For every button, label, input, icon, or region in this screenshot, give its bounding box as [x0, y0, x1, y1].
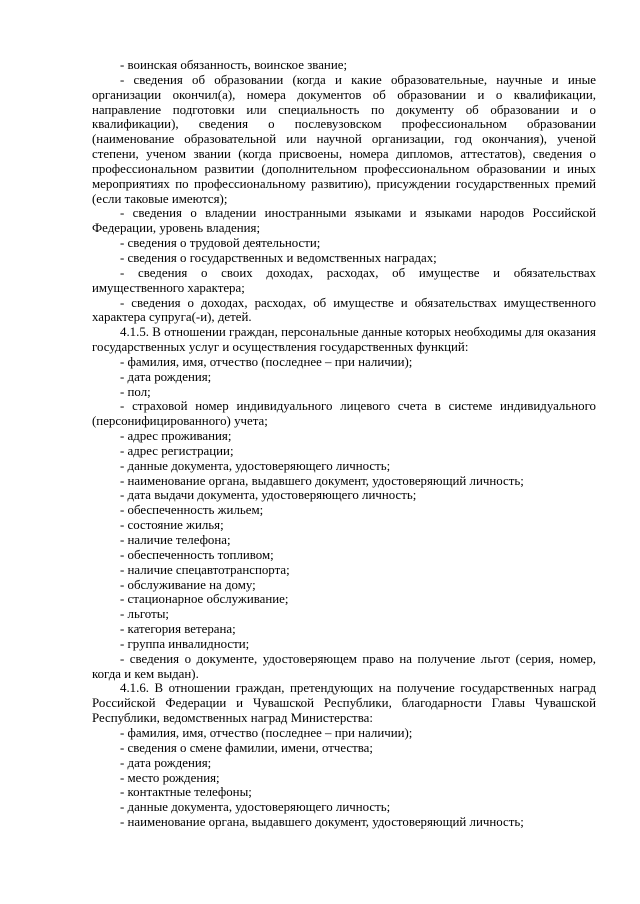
document-paragraph: - сведения о документе, удостоверяющем право на получение льгот (серия, номер, когда и кем выдан). — [92, 651, 596, 681]
document-paragraph: - воинская обязанность, воинское звание; — [120, 58, 348, 72]
document-paragraph: - данные документа, удостоверяющего личность; — [120, 458, 391, 473]
document-paragraph: - адрес регистрации; — [120, 443, 234, 458]
document-paragraph: - сведения о смене фамилии, имени, отчества; — [120, 740, 373, 755]
document-paragraph: 4.1.5. В отношении граждан, персональные данные которых необходимы для оказания государственных услуг и осуществления государственных функций: — [92, 325, 596, 355]
document-paragraph: - адрес проживания; — [120, 429, 232, 444]
document-paragraph: - сведения о своих доходах, расходах, об имуществе и обязательствах имущественного характера; — [92, 265, 596, 295]
document-paragraph: - категория ветерана; — [120, 622, 236, 637]
document-paragraph: - сведения о трудовой деятельности; — [120, 236, 321, 251]
document-body — [92, 58, 596, 830]
document-paragraph: - состояние жилья; — [120, 518, 224, 533]
document-paragraph: - дата рождения; — [120, 369, 212, 384]
document-paragraph: - данные документа, удостоверяющего личность; — [120, 800, 391, 815]
document-paragraph: - наличие спецавтотранспорта; — [120, 562, 290, 577]
document-paragraph: - обслуживание на дому; — [120, 577, 256, 592]
document-paragraph: - стационарное обслуживание; — [120, 592, 289, 607]
document-paragraph: - сведения о доходах, расходах, об имуществе и обязательствах имущественного характера супруга(-и), детей. — [92, 295, 596, 325]
document-paragraph: - обеспеченность жильем; — [120, 503, 264, 518]
document-paragraph: - место рождения; — [120, 770, 220, 785]
document-paragraph: - наименование органа, выдавшего документ, удостоверяющий личность; — [120, 473, 524, 488]
document-paragraph: - дата рождения; — [120, 755, 212, 770]
document-paragraph: - обеспеченность топливом; — [120, 547, 274, 562]
document-paragraph: - пол; — [120, 384, 151, 399]
document-paragraph: - дата выдачи документа, удостоверяющего личность; — [120, 488, 417, 503]
document-paragraph: - контактные телефоны; — [120, 785, 252, 800]
document-paragraph: - страховой номер индивидуального лицевого счета в системе индивидуального (персонифицированного) учета; — [92, 399, 596, 429]
document-paragraph: - наименование органа, выдавшего документ, удостоверяющий личность; — [120, 815, 524, 830]
document-paragraph: - сведения об образовании (когда и какие образовательные, научные и иные организации окончил(а), номера документов об образовании и о квалификации, направление подготовки или специальность по документу об образовании и о квалификации), сведения о послевузовском профессиональном образовании (наименование образовательной или научной организации, год окончания), ученой степени, ученом звании (когда присвоены, номера дипломов, аттестатов), сведения о профессиональном развитии (дополнительном профессиональном образовании и иных мероприятиях по профессиональному развитию), присуждении государственных премий (если таковые имеются); — [92, 72, 596, 206]
document-paragraph: - фамилия, имя, отчество (последнее – при наличии); — [120, 725, 413, 740]
document-paragraph: - сведения о владении иностранными языками и языками народов Российской Федерации, уровень владения; — [92, 206, 596, 236]
document-paragraph: - наличие телефона; — [120, 533, 231, 547]
document-paragraph: - группа инвалидности; — [120, 636, 250, 651]
document-paragraph: - сведения о государственных и ведомственных наградах; — [120, 250, 437, 265]
document-paragraph: - фамилия, имя, отчество (последнее – при наличии); — [120, 354, 413, 369]
document-paragraph: - льготы; — [120, 607, 169, 622]
document-paragraph: 4.1.6. В отношении граждан, претендующих на получение государственных наград Российской Федерации и Чувашской Республики, благодарности Главы Чувашской Республики, ведомственных наград Министерства: — [92, 681, 596, 726]
